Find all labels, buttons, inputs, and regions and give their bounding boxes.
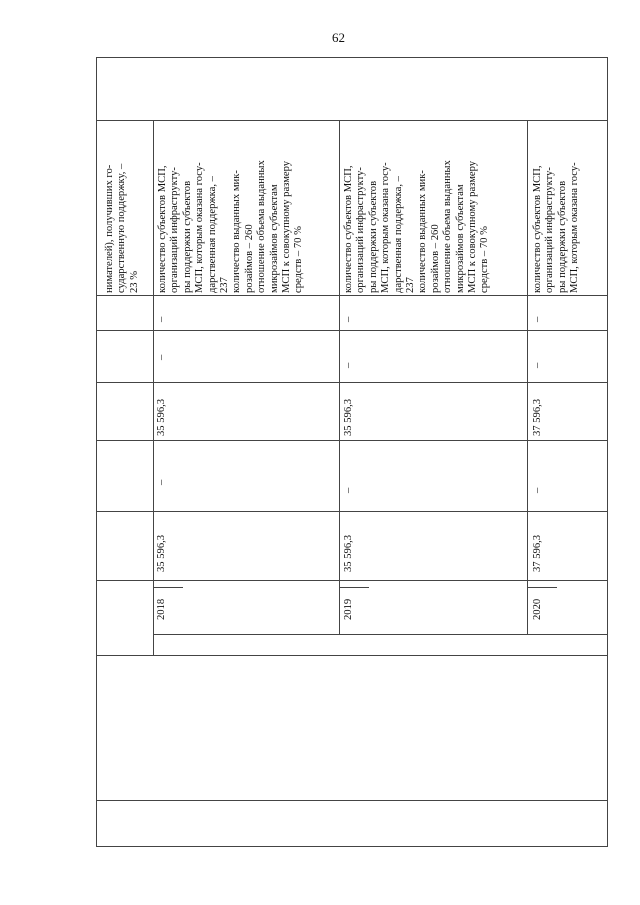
row-separator <box>527 120 528 635</box>
cell-value: – <box>532 362 543 368</box>
cell-border <box>97 511 607 512</box>
indicator-text: количество субъектов МСП, организаций инфраструкту- ры поддержки субъектов МСП, которым оказана госу- дарственная поддержка, – 237 количество выданных мик- розаймов – 260 отношение объема выданных микрозаймов субъектам МСП к совокупному размеру средств – 70 % <box>157 160 305 293</box>
table-border-top <box>96 57 608 58</box>
page-number: 62 <box>332 30 345 45</box>
header-column-line <box>96 120 608 121</box>
cell-value: 35 596,3 <box>156 534 167 572</box>
cell-border <box>339 587 369 588</box>
cell-border <box>97 440 607 441</box>
cell-value: 35 596,3 <box>343 398 354 436</box>
table-border-right <box>607 57 608 847</box>
footer-column-line-1 <box>96 655 608 656</box>
cell-value: – <box>156 354 167 360</box>
cell-border <box>97 295 607 296</box>
row-separator <box>339 120 340 635</box>
indicator-text: количество субъектов МСП, организаций инфраструкту- ры поддержки субъектов МСП, которым оказана госу- дарственная поддержка, – 237 количество выданных мик- розаймов – 260 отношение объема выданных микрозаймов субъектам МСП к совокупному размеру средств – 70 % <box>343 160 491 293</box>
year-label: 2020 <box>532 598 543 620</box>
table-border-bottom <box>96 846 608 847</box>
cell-value: 35 596,3 <box>156 398 167 436</box>
cell-value: – <box>156 479 167 485</box>
cell-value: – <box>532 487 543 493</box>
row-separator <box>153 120 154 655</box>
cell-border <box>97 580 607 581</box>
cell-value: 37 596,3 <box>532 398 543 436</box>
cell-value: – <box>343 362 354 368</box>
cell-border <box>97 382 607 383</box>
cell-value: – <box>343 316 354 322</box>
cell-value: – <box>343 487 354 493</box>
cell-value: 35 596,3 <box>343 534 354 572</box>
cell-value: – <box>532 316 543 322</box>
year-label: 2019 <box>343 598 354 620</box>
indicator-text: количество субъектов МСП, организаций инфраструкту- ры поддержки субъектов МСП, которым оказана госу- <box>532 162 581 293</box>
cell-value: – <box>156 316 167 322</box>
indicator-text: нимателей), получивших го- сударственную поддержку, – 23 % <box>104 163 140 293</box>
footer-column-line-2 <box>96 800 608 801</box>
cell-border <box>153 634 607 635</box>
cell-border <box>153 587 183 588</box>
cell-border <box>527 587 557 588</box>
cell-border <box>97 330 607 331</box>
cell-value: 37 596,3 <box>532 534 543 572</box>
year-label: 2018 <box>156 598 167 620</box>
table-border-left <box>96 57 97 847</box>
